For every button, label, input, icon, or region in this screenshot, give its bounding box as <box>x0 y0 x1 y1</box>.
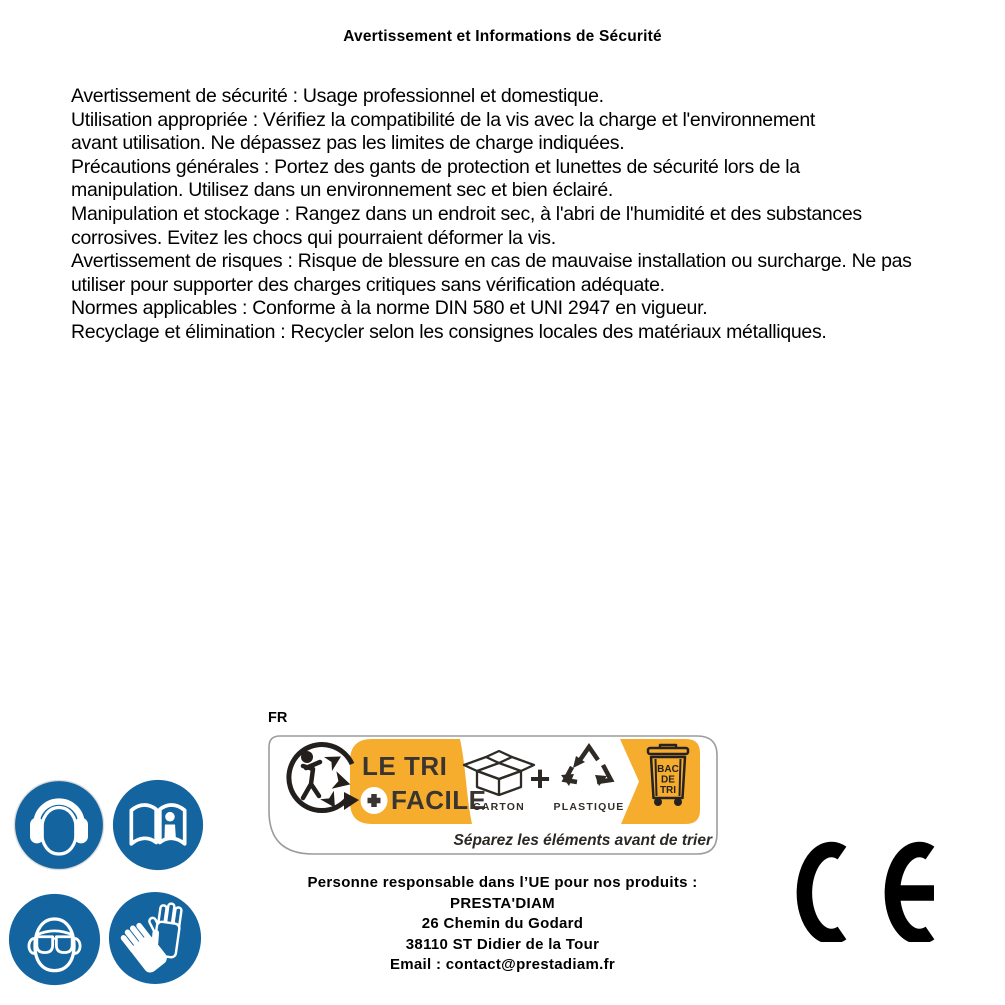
carton-label: CARTON <box>473 801 525 813</box>
ce-marking-icon <box>795 841 941 947</box>
responsible-person-line: PRESTA'DIAM <box>450 894 555 912</box>
bac-de-tri-line: DE <box>661 774 675 786</box>
safety-text-line: Utilisation appropriée : Vérifiez la compatibilité de la vis avec la charge et l'environnement <box>71 108 816 131</box>
bac-de-tri-line: BAC <box>657 764 679 775</box>
safety-text-line: utiliser pour supporter des charges critiques sans vérification adéquate. <box>71 273 665 296</box>
safety-text-block <box>71 85 912 345</box>
responsible-person-line: Email : contact@prestadiam.fr <box>389 956 616 974</box>
plus-separator: + <box>529 758 551 799</box>
safety-text-line: manipulation. Utilisez dans un environnement sec et bien éclairé. <box>71 179 613 202</box>
bac-de-tri-line: TRI <box>659 785 677 796</box>
sorting-label <box>267 734 720 861</box>
safety-text-line: Précautions générales : Portez des gants de protection et lunettes de sécurité lors de la <box>71 155 800 178</box>
responsible-person-line: 26 Chemin du Godard <box>421 915 584 933</box>
ear-protection-icon <box>13 779 105 876</box>
responsible-person-line: Personne responsable dans l’UE pour nos produits : <box>307 874 698 891</box>
safety-text-line: corrosives. Evitez les chocs qui pourraient déformer la vis. <box>71 226 556 249</box>
page-title: Avertissement et Informations de Sécurité <box>343 28 662 45</box>
facile-text: FACILE <box>391 785 487 815</box>
safety-text-line: Avertissement de risques : Risque de blessure en cas de mauvaise installation ou surcharge. Ne pas <box>71 250 912 273</box>
le-tri-text: LE TRI <box>362 751 448 781</box>
fr-country-code: FR <box>268 710 288 726</box>
safety-text-line: Manipulation et stockage : Rangez dans un endroit sec, à l'abri de l'humidité et des substances <box>71 202 862 225</box>
responsible-person-line: 38110 ST Didier de la Tour <box>405 935 600 953</box>
safety-text-line: Normes applicables : Conforme à la norme DIN 580 et UNI 2947 en vigueur. <box>71 297 708 320</box>
safety-text-line: avant utilisation. Ne dépassez pas les limites de charge indiquées. <box>71 132 625 155</box>
safety-text-line: Avertissement de sécurité : Usage professionnel et domestique. <box>71 85 604 107</box>
sorting-slogan: Séparez les éléments avant de trier <box>453 832 712 849</box>
safety-text-line: Recyclage et élimination : Recycler selon les consignes locales des matériaux métalliques. <box>71 320 827 343</box>
plastique-label: PLASTIQUE <box>553 801 625 813</box>
read-manual-icon <box>112 779 204 876</box>
